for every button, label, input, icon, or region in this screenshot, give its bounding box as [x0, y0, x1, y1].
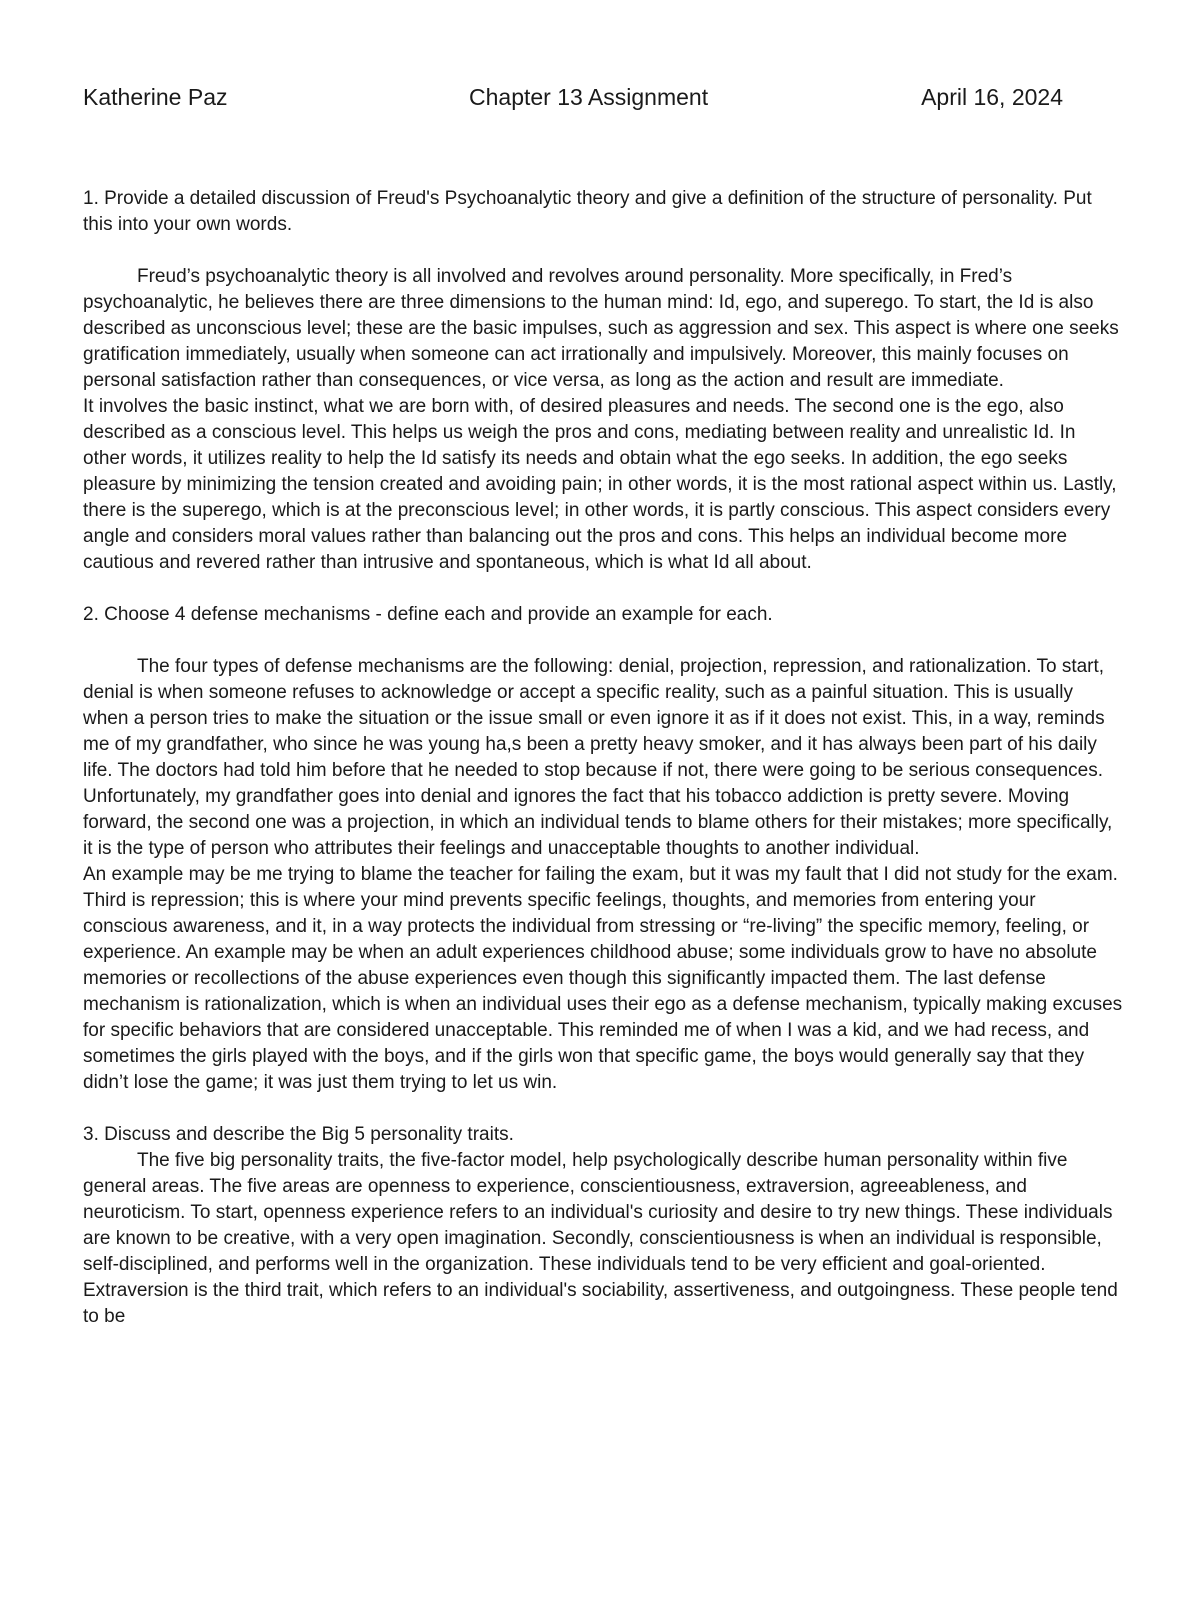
answer-3-paragraph-1: The five big personality traits, the five-factor model, help psychologically describe human personality within five general areas. The five areas are openness to experience, conscientiousness, extraversion, agreeableness, and neuroticism. To start, openness experience refers to an individual's curiosity and desire to try new things. These individuals are known to be creative, with a very open imagination. Secondly, conscientiousness is when an individual is responsible, self-disciplined, and performs well in the organization. These individuals tend to be very efficient and goal-oriented. Extraversion is the third trait, which refers to an individual's sociability, assertiveness, and outgoingness. These people tend to be — [83, 1150, 1118, 1327]
answer-2-paragraph-2: An example may be me trying to blame the teacher for failing the exam, but it was my fault that I did not study for the exam. Third is repression; this is where your mind prevents specific feelings, thoughts, and memories from entering your conscious awareness, and it, in a way protects the individual from stressing or “re-living” the specific memory, feeling, or experience. An example may be when an adult experiences childhood abuse; some individuals grow to have no absolute memories or recollections of the abuse experiences even though this significantly impacted them. The last defense mechanism is rationalization, which is when an individual uses their ego as a defense mechanism, typically making excuses for specific behaviors that are considered unacceptable. This reminded me of when I was a kid, and we had recess, and sometimes the girls played with the boys, and if the girls won that specific game, the boys would generally say that they didn’t lose the game; it was just them trying to let us win. — [83, 864, 1123, 1093]
question-1: 1. Provide a detailed discussion of Freud's Psychoanalytic theory and give a definition of the structure of personality. Put this into your own words. — [83, 188, 1092, 235]
page-header — [83, 82, 1063, 112]
assignment-title: Chapter 13 Assignment — [469, 84, 709, 110]
answer-1-paragraph-2: It involves the basic instinct, what we are born with, of desired pleasures and needs. The second one is the ego, also described as a conscious level. This helps us weigh the pros and cons, mediating between reality and unrealistic Id. In other words, it utilizes reality to help the Id satisfy its needs and obtain what the ego seeks. In addition, the ego seeks pleasure by minimizing the tension created and avoiding pain; in other words, it is the most rational aspect within us. Lastly, there is the superego, which is at the preconscious level; in other words, it is partly conscious. This aspect considers every angle and considers moral values rather than balancing out the pros and cons. This helps an individual become more cautious and revered rather than intrusive and spontaneous, which is what Id all about. — [83, 396, 1117, 573]
question-2: 2. Choose 4 defense mechanisms - define each and provide an example for each. — [83, 604, 773, 625]
assignment-date: April 16, 2024 — [921, 84, 1063, 110]
question-3: 3. Discuss and describe the Big 5 personality traits. — [83, 1124, 514, 1145]
author-name: Katherine Paz — [83, 84, 228, 110]
answer-1-paragraph-1: Freud’s psychoanalytic theory is all involved and revolves around personality. More specifically, in Fred’s psychoanalytic, he believes there are three dimensions to the human mind: Id, ego, and superego. To start, the Id is also described as unconscious level; these are the basic impulses, such as aggression and sex. This aspect is where one seeks gratification immediately, usually when someone can act irrationally and impulsively. Moreover, this mainly focuses on personal satisfaction rather than consequences, or vice versa, as long as the action and result are immediate. — [83, 266, 1119, 391]
answer-2-paragraph-1: The four types of defense mechanisms are the following: denial, projection, repression, and rationalization. To start, denial is when someone refuses to acknowledge or accept a specific reality, such as a painful situation. This is usually when a person tries to make the situation or the issue small or even ignore it as if it does not exist. This, in a way, reminds me of my grandfather, who since he was young ha,s been a pretty heavy smoker, and it has always been part of his daily life. The doctors had told him before that he needed to stop because if not, there were going to be serious consequences. Unfortunately, my grandfather goes into denial and ignores the fact that his tobacco addiction is pretty severe. Moving forward, the second one was a projection, in which an individual tends to blame others for their mistakes; more specifically, it is the type of person who attributes their feelings and unacceptable thoughts to another individual. — [83, 656, 1113, 859]
document-body — [83, 186, 1123, 1330]
